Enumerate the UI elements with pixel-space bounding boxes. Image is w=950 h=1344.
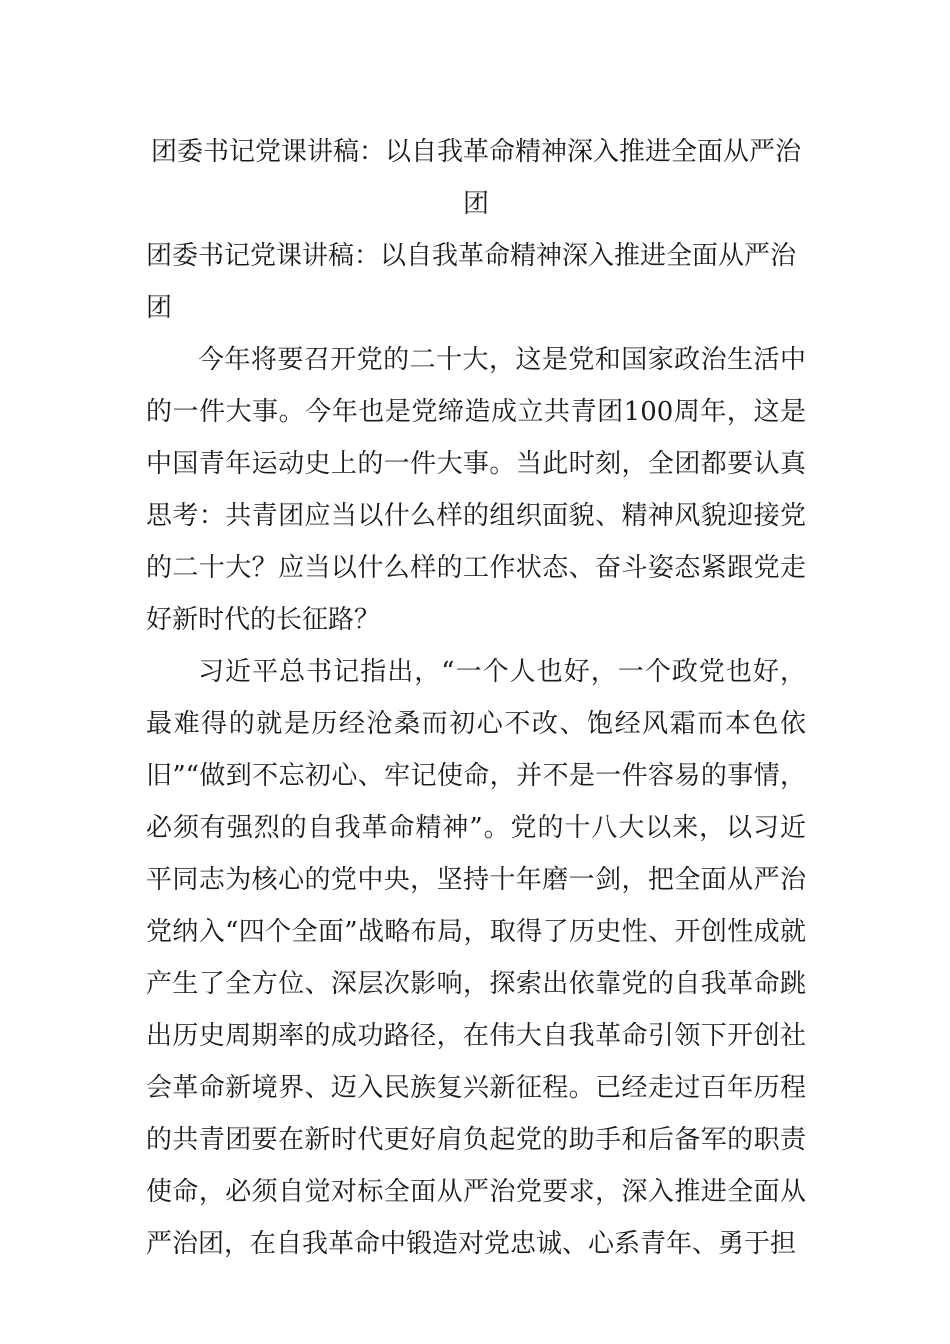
document-body [146, 126, 806, 1270]
paragraph-2: 习近平总书记指出，“一个人也好，一个政党也好，最难得的就是历经沧桑而初心不改、饱经风霜而本色依旧”“做到不忘初心、牢记使命，并不是一件容易的事情，必须有强烈的自我革命精神”。党的十八大以来，以习近平同志为核心的党中央，坚持十年磨一剑，把全面从严治党纳入“四个全面”战略布局，取得了历史性、开创性成就产生了全方位、深层次影响，探索出依靠党的自我革命跳出历史周期率的成功路径，在伟大自我革命引领下开创社会革命新境界、迈入民族复兴新征程。已经走过百年历程的共青团要在新时代更好肩负起党的助手和后备军的职责使命，必须自觉对标全面从严治党要求，深入推进全面从严治团，在自我革命中锻造对党忠诚、心系青年、勇于担 [146, 657, 806, 1259]
document-subtitle: 团委书记党课讲稿：以自我革命精神深入推进全面从严治团 [146, 241, 797, 323]
document-title: 团委书记党课讲稿：以自我革命精神深入推进全面从严治团 [150, 137, 801, 219]
paragraph-1: 今年将要召开党的二十大，这是党和国家政治生活中的一件大事。今年也是党缔造成立共青团100周年，这是中国青年运动史上的一件大事。当此时刻，全团都要认真思考：共青团应当以什么样的组织面貌、精神风貌迎接党的二十大？应当以什么样的工作状态、奋斗姿态紧跟党走好新时代的长征路？ [146, 345, 806, 635]
